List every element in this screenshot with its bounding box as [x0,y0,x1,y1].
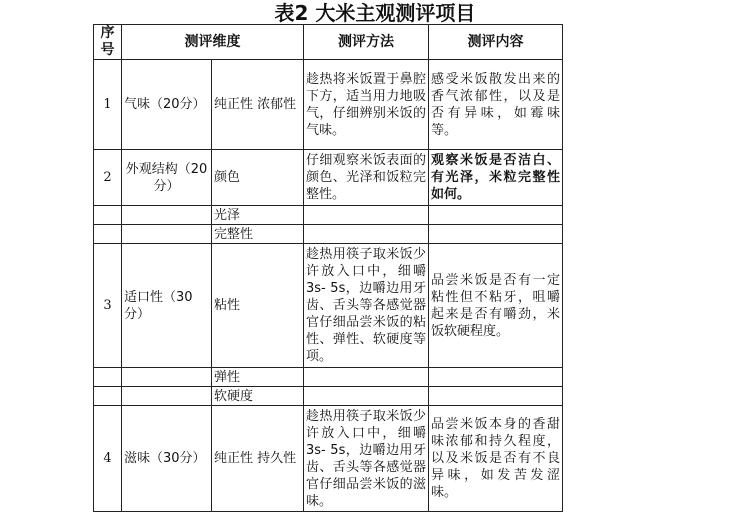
content-cell: 感受米饭散发出来的香气浓郁性，以及是否有异味，如霉味等。 [429,60,563,150]
table-title: 表2 大米主观测评项目 [274,1,476,25]
content-cell: 品尝米饭本身的香甜味浓郁和持久程度，以及米饭是否有不良异味，如发苦发涩味。 [429,406,563,512]
dimension-main: 气味（20分） [122,60,212,150]
row-number [94,206,122,225]
header-row [94,25,563,60]
table-row [94,225,563,244]
dimension-sub: 光泽 [212,206,304,225]
header-no: 序号 [94,25,122,60]
row-number: 4 [94,406,122,512]
method-cell: 趁热用筷子取米饭少许放入口中，细嚼3s- 5s，边嚼边用牙齿、舌头等各感觉器官仔细品尝米饭的粘性、弹性、软硬度等项。 [304,244,429,368]
dimension-sub: 纯正性 浓郁性 [212,60,304,150]
row-number: 1 [94,60,122,150]
content-cell [429,206,563,225]
method-cell [304,206,429,225]
content-cell [429,387,563,406]
content-cell [429,368,563,387]
row-number [94,225,122,244]
dimension-sub: 完整性 [212,225,304,244]
header-content: 测评内容 [429,25,563,60]
method-cell [304,225,429,244]
table-row [94,406,563,512]
dimension-sub: 纯正性 持久性 [212,406,304,512]
table-row [94,244,563,368]
evaluation-table [93,24,563,512]
table-row [94,206,563,225]
dimension-main: 外观结构（20分） [122,150,212,206]
method-cell [304,387,429,406]
dimension-main: 适口性（30分） [122,244,212,368]
dimension-sub: 软硬度 [212,387,304,406]
content-cell [429,225,563,244]
content-cell: 观察米饭是否洁白、有光泽，米粒完整性如何。 [429,150,563,206]
dimension-main [122,225,212,244]
dimension-main [122,368,212,387]
table-row [94,60,563,150]
dimension-sub: 弹性 [212,368,304,387]
header-dimension: 测评维度 [122,25,304,60]
method-cell: 趁热将米饭置于鼻腔下方，适当用力地吸气，仔细辨别米饭的气味。 [304,60,429,150]
content-cell: 品尝米饭是否有一定粘性但不粘牙，咀嚼起来是否有嚼劲，米饭软硬程度。 [429,244,563,368]
dimension-main: 滋味（30分） [122,406,212,512]
table-row [94,368,563,387]
row-number: 3 [94,244,122,368]
dimension-sub: 粘性 [212,244,304,368]
table-row [94,150,563,206]
dimension-main [122,206,212,225]
dimension-sub: 颜色 [212,150,304,206]
row-number [94,387,122,406]
method-cell [304,368,429,387]
table-row [94,387,563,406]
dimension-main [122,387,212,406]
row-number [94,368,122,387]
method-cell: 仔细观察米饭表面的颜色、光泽和饭粒完整性。 [304,150,429,206]
method-cell: 趁热用筷子取米饭少许放入口中，细嚼3s- 5s，边嚼边用牙齿、舌头等各感觉器官仔细品尝米饭的滋味。 [304,406,429,512]
row-number: 2 [94,150,122,206]
header-method: 测评方法 [304,25,429,60]
